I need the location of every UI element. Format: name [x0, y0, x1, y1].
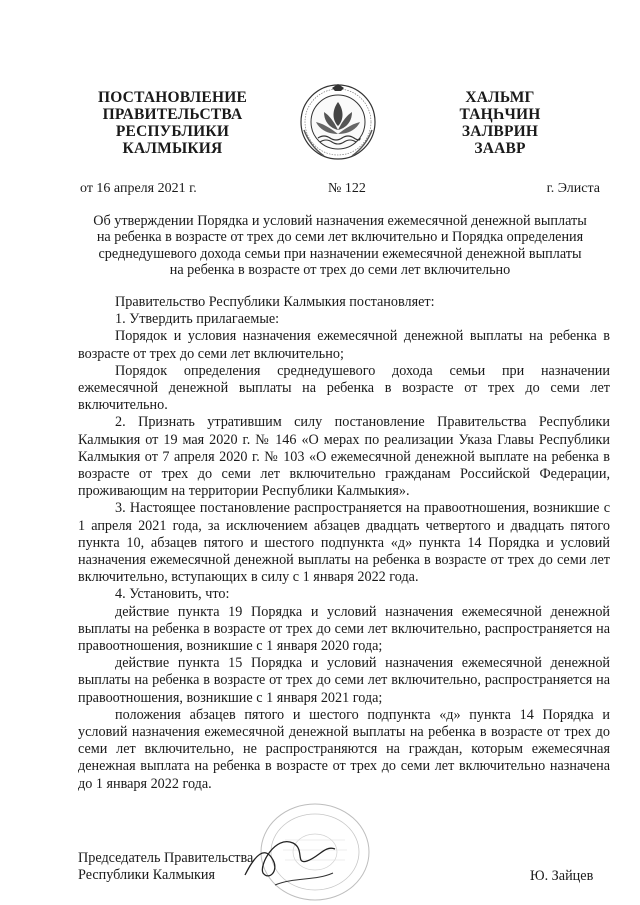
paragraph-item-4b: действие пункта 15 Порядка и условий назначения ежемесячной денежной выплаты на ребенка в возрасте от трех до семи лет включительно, распространяется на правоотношения, возникшие с 1 января 2021 года; [78, 655, 610, 706]
paragraph-item-4a: действие пункта 19 Порядка и условий назначения ежемесячной денежной выплаты на ребенка в возрасте от трех до семи лет включительно, распространяется на правоотношения, возникшие с 1 января 2020 года; [78, 603, 610, 655]
title-line: на ребенка в возрасте от трех до семи лет включительно и Порядка определения [96, 229, 584, 246]
title-line: Об утверждении Порядка и условий назначения ежемесячной денежной выплаты [93, 213, 587, 229]
paragraph-item-4: 4. Установить, что: [115, 586, 230, 603]
paragraph-preamble: Правительство Республики Калмыкия постановляет: [115, 294, 435, 310]
paragraph-item-4c: положения абзацев пятого и шестого подпункта «д» пункта 14 Порядка и условий назначения ежемесячной денежной выплаты на ребенка в возрасте от трех до семи лет включительно, не распространяются на граждан, которым ежемесячная денежная выплата на ребенка в возрасте от трех до семи лет включительно назначена до 1 января 2022 года. [78, 706, 610, 792]
document-title [60, 213, 620, 279]
header-right-line: ЗААВР [474, 140, 526, 157]
document-body [78, 294, 610, 793]
paragraph-item-3: 3. Настоящее постановление распространяется на правоотношения, возникшие с 1 апреля 2021 года, за исключением абзацев двадцать четвертого и двадцать пятого пункта 10, абзацев пятого и шестого подпункта «д» пункта 14 Порядка и условий назначения ежемесячной денежной выплаты на ребенка в возрасте от трех до семи лет включительно, вступающих в силу с 1 января 2022 года. [78, 500, 610, 586]
paragraph-item-1b: Порядок определения среднедушевого дохода семьи при назначении ежемесячной денежной выплаты на ребенка в возрасте от трех до семи лет включительно. [78, 362, 610, 414]
title-line: на ребенка в возрасте от трех до семи лет включительно [169, 262, 511, 279]
header-right-title [440, 89, 560, 157]
title-line: среднедушевого дохода семьи при назначении ежемесячной денежной выплаты [98, 245, 582, 262]
paragraph-item-1a: Порядок и условия назначения ежемесячной денежной выплаты на ребенка в возрасте от трех до семи лет включительно; [78, 328, 610, 362]
document-date: от 16 апреля 2021 г. [80, 181, 197, 196]
signatory-name: Ю. Зайцев [530, 868, 594, 884]
signatory-position-line: Председатель Правительства [78, 850, 254, 866]
header-right-line: ЗАЛВРИН [461, 123, 539, 140]
coat-of-arms-icon [298, 82, 378, 162]
header-left-line: РЕСПУБЛИКИ [115, 123, 230, 140]
paragraph-item-1: 1. Утвердить прилагаемые: [115, 311, 280, 328]
header-right-line: ХАЛЬМГ [465, 89, 535, 106]
signatory-position-line: Республики Калмыкия [78, 867, 216, 883]
header-left-line: КАЛМЫКИЯ [122, 140, 223, 157]
document-number: № 122 [328, 181, 366, 196]
header-right-line: ТАҢҺЧИН [459, 106, 541, 123]
signatory-position [78, 850, 253, 884]
header-left-line: ПОСТАНОВЛЕНИЕ [97, 89, 248, 106]
document-city: г. Элиста [546, 181, 600, 196]
header-left-title [85, 89, 260, 157]
header-left-line: ПРАВИТЕЛЬСТВА [102, 106, 243, 123]
paragraph-item-2: 2. Признать утратившим силу постановление Правительства Республики Калмыкия от 19 мая 2020 г. № 146 «О мерах по реализации Указа Главы Республики Калмыкия от 7 апреля 2020 г. № 103 «О ежемесячной денежной выплате на ребенка в возрасте от трех до семи лет включительно гражданам Российской Федерации, проживающим на территории Республики Калмыкия». [78, 414, 610, 500]
